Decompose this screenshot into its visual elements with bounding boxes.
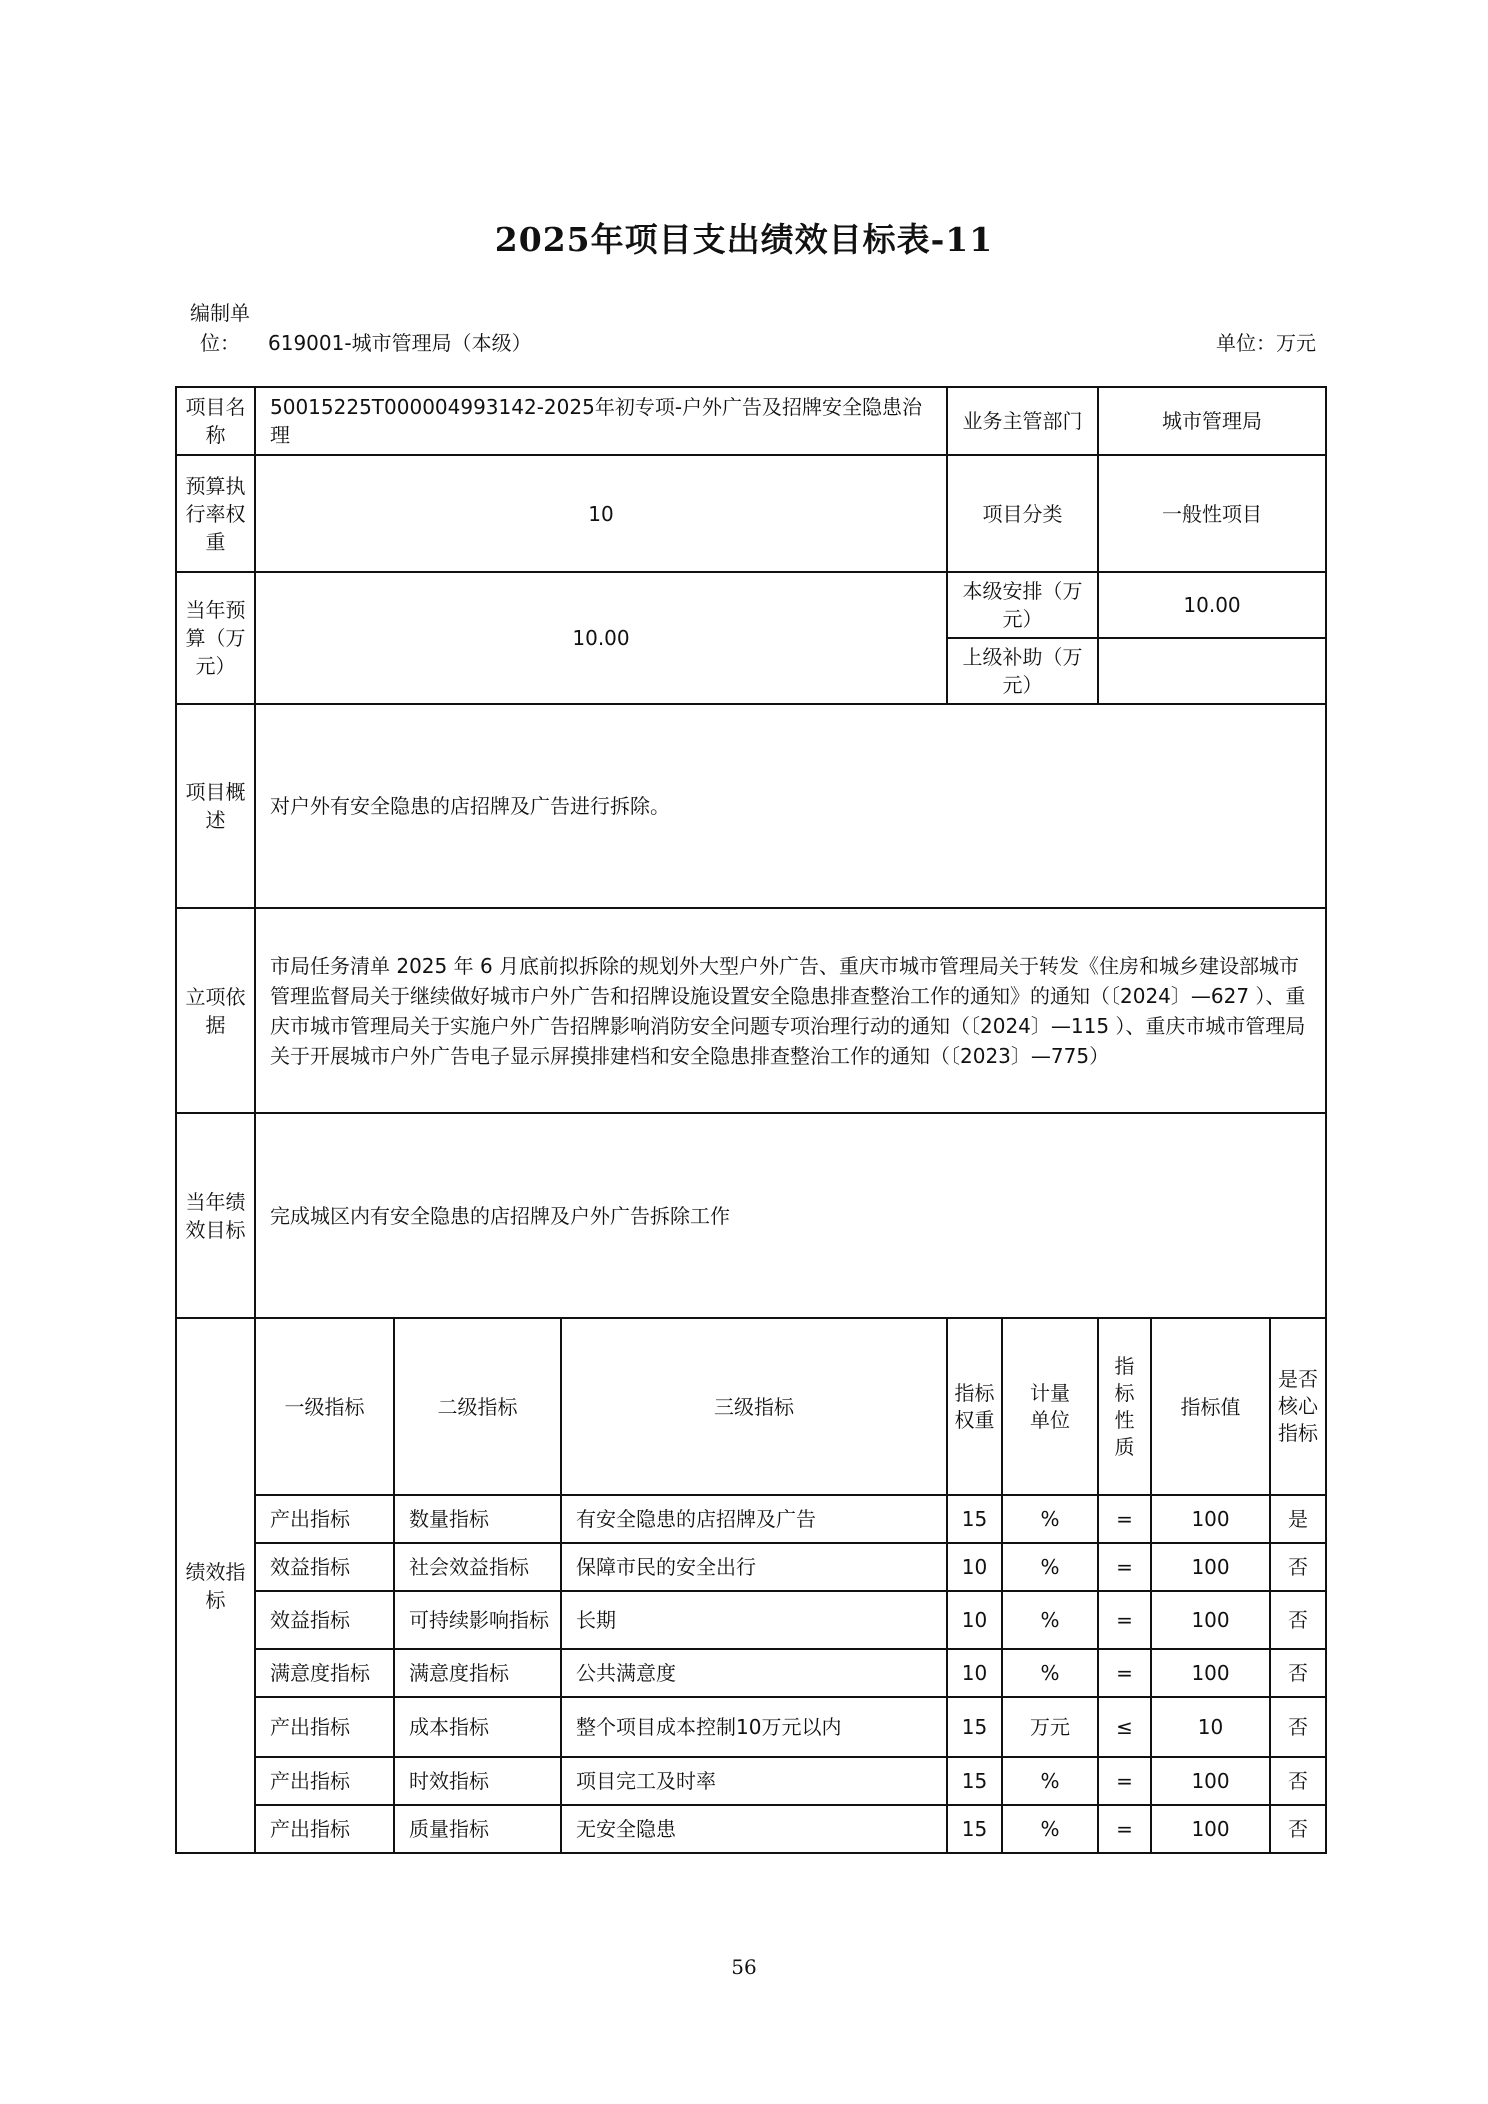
indicator-row <box>176 1649 1326 1697</box>
project-name-row <box>176 387 1326 455</box>
level3-cell: 保障市民的安全出行 <box>561 1543 947 1591</box>
value-cell: 100 <box>1151 1757 1270 1805</box>
dept-label: 业务主管部门 <box>947 387 1098 455</box>
indicator-row <box>176 1697 1326 1757</box>
header-unit: 计量单位 <box>1002 1318 1098 1495</box>
indicator-row <box>176 1495 1326 1543</box>
basis-row <box>176 908 1326 1113</box>
unit-cell: 万元 <box>1002 1697 1098 1757</box>
basis-label: 立项依据 <box>176 908 255 1113</box>
unit-cell: % <box>1002 1757 1098 1805</box>
value-cell: 100 <box>1151 1805 1270 1853</box>
performance-target-table <box>175 386 1327 1854</box>
goal-value: 完成城区内有安全隐患的店招牌及户外广告拆除工作 <box>255 1113 1326 1318</box>
unit-cell: % <box>1002 1805 1098 1853</box>
unit-cell: % <box>1002 1495 1098 1543</box>
nature-cell: ≤ <box>1098 1697 1151 1757</box>
level1-cell: 产出指标 <box>255 1757 394 1805</box>
indicator-row <box>176 1543 1326 1591</box>
unit-cell: % <box>1002 1591 1098 1649</box>
budget-label: 当年预算（万元） <box>176 572 255 704</box>
core-cell: 否 <box>1270 1757 1326 1805</box>
header-weight: 指标权重 <box>947 1318 1002 1495</box>
goal-label: 当年绩效目标 <box>176 1113 255 1318</box>
level2-cell: 满意度指标 <box>394 1649 561 1697</box>
weight-cell: 10 <box>947 1649 1002 1697</box>
value-cell: 100 <box>1151 1649 1270 1697</box>
basis-value: 市局任务清单 2025 年 6 月底前拟拆除的规划外大型户外广告、重庆市城市管理局关于转发《住房和城乡建设部城市管理监督局关于继续做好城市户外广告和招牌设施设置安全隐患排查整治工作的通知》的通知（〔2024〕—627 ）、重庆市城市管理局关于实施户外广告招牌影响消防安全问题专项治理行动的通知（〔2024〕—115 ）、重庆市城市管理局关于开展城市户外广告电子显示屏摸排建档和安全隐患排查整治工作的通知（〔2023〕—775） <box>255 908 1326 1113</box>
indicator-row <box>176 1591 1326 1649</box>
weight-cell: 15 <box>947 1805 1002 1853</box>
project-name-value: 50015225T000004993142-2025年初专项-户外广告及招牌安全隐患治理 <box>255 387 947 455</box>
level2-cell: 质量指标 <box>394 1805 561 1853</box>
value-cell: 10 <box>1151 1697 1270 1757</box>
weight-value: 10 <box>255 455 947 572</box>
weight-cell: 15 <box>947 1697 1002 1757</box>
level1-cell: 效益指标 <box>255 1543 394 1591</box>
level3-cell: 公共满意度 <box>561 1649 947 1697</box>
overview-value: 对户外有安全隐患的店招牌及广告进行拆除。 <box>255 704 1326 908</box>
core-cell: 否 <box>1270 1805 1326 1853</box>
value-cell: 100 <box>1151 1495 1270 1543</box>
nature-cell: = <box>1098 1805 1151 1853</box>
core-cell: 否 <box>1270 1591 1326 1649</box>
level3-cell: 有安全隐患的店招牌及广告 <box>561 1495 947 1543</box>
core-cell: 否 <box>1270 1649 1326 1697</box>
indicator-header-row <box>176 1318 1326 1495</box>
local-arrangement-value: 10.00 <box>1098 572 1326 638</box>
header-nature: 指标性质 <box>1098 1318 1151 1495</box>
weight-row <box>176 455 1326 572</box>
weight-cell: 15 <box>947 1757 1002 1805</box>
value-cell: 100 <box>1151 1543 1270 1591</box>
value-cell: 100 <box>1151 1591 1270 1649</box>
currency-unit-note: 单位：万元 <box>1216 331 1316 355</box>
level3-cell: 长期 <box>561 1591 947 1649</box>
nature-cell: = <box>1098 1757 1151 1805</box>
core-cell: 否 <box>1270 1543 1326 1591</box>
project-name-label: 项目名称 <box>176 387 255 455</box>
category-label: 项目分类 <box>947 455 1098 572</box>
page-number: 56 <box>731 1955 757 1979</box>
category-value: 一般性项目 <box>1098 455 1326 572</box>
weight-cell: 10 <box>947 1591 1002 1649</box>
nature-cell: = <box>1098 1649 1151 1697</box>
level1-cell: 满意度指标 <box>255 1649 394 1697</box>
header-value: 指标值 <box>1151 1318 1270 1495</box>
nature-cell: = <box>1098 1495 1151 1543</box>
overview-label: 项目概述 <box>176 704 255 908</box>
unit-cell: % <box>1002 1649 1098 1697</box>
level2-cell: 可持续影响指标 <box>394 1591 561 1649</box>
superior-subsidy-value <box>1098 638 1326 704</box>
compiling-unit-label: 编制单位： <box>190 301 250 355</box>
header-core: 是否核心指标 <box>1270 1318 1326 1495</box>
weight-label: 预算执行率权重 <box>176 455 255 572</box>
budget-row-1 <box>176 572 1326 638</box>
level2-cell: 时效指标 <box>394 1757 561 1805</box>
level2-cell: 数量指标 <box>394 1495 561 1543</box>
overview-row <box>176 704 1326 908</box>
level2-cell: 成本指标 <box>394 1697 561 1757</box>
goal-row <box>176 1113 1326 1318</box>
header-level3: 三级指标 <box>561 1318 947 1495</box>
nature-cell: = <box>1098 1591 1151 1649</box>
core-cell: 否 <box>1270 1697 1326 1757</box>
level1-cell: 产出指标 <box>255 1805 394 1853</box>
document-title: 2025年项目支出绩效目标表-11 <box>494 220 994 259</box>
header-level1: 一级指标 <box>255 1318 394 1495</box>
indicator-row <box>176 1757 1326 1805</box>
compiling-unit-value: 619001-城市管理局（本级） <box>268 331 532 355</box>
dept-value: 城市管理局 <box>1098 387 1326 455</box>
weight-cell: 10 <box>947 1543 1002 1591</box>
budget-value: 10.00 <box>255 572 947 704</box>
unit-cell: % <box>1002 1543 1098 1591</box>
local-arrangement-label: 本级安排（万元） <box>947 572 1098 638</box>
nature-cell: = <box>1098 1543 1151 1591</box>
weight-cell: 15 <box>947 1495 1002 1543</box>
level3-cell: 整个项目成本控制10万元以内 <box>561 1697 947 1757</box>
indicators-section-label: 绩效指标 <box>176 1318 255 1853</box>
level3-cell: 无安全隐患 <box>561 1805 947 1853</box>
level3-cell: 项目完工及时率 <box>561 1757 947 1805</box>
header-level2: 二级指标 <box>394 1318 561 1495</box>
level1-cell: 产出指标 <box>255 1697 394 1757</box>
superior-subsidy-label: 上级补助（万元） <box>947 638 1098 704</box>
indicator-row <box>176 1805 1326 1853</box>
level1-cell: 产出指标 <box>255 1495 394 1543</box>
level1-cell: 效益指标 <box>255 1591 394 1649</box>
level2-cell: 社会效益指标 <box>394 1543 561 1591</box>
core-cell: 是 <box>1270 1495 1326 1543</box>
